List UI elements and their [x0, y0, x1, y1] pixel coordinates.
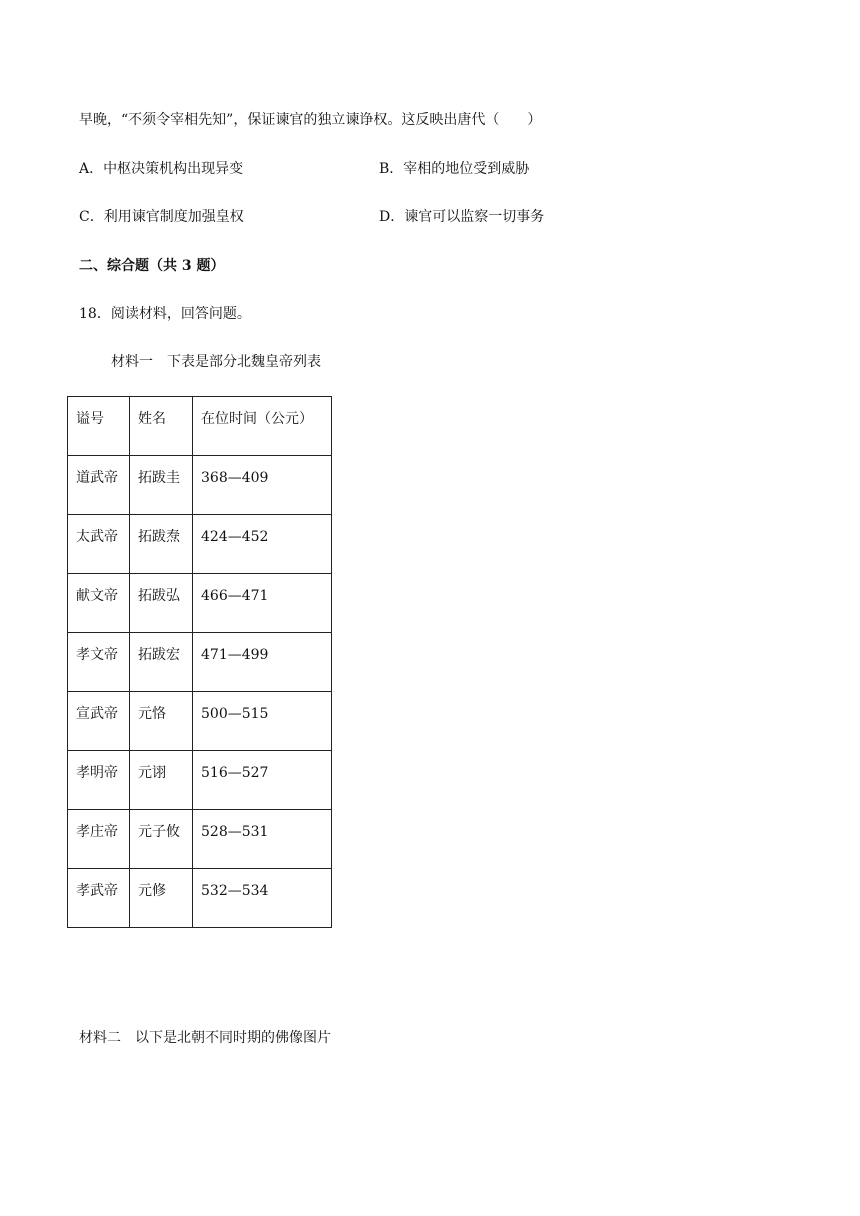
table-header-cell: 谥号 — [68, 397, 130, 456]
table-row — [68, 456, 332, 515]
option-c: C．利用谏官制度加强皇权 — [79, 209, 244, 225]
table-cell: 孝庄帝 — [68, 810, 130, 869]
option-b: B．宰相的地位受到威胁 — [379, 161, 530, 177]
table-cell: 元子攸 — [130, 810, 193, 869]
table-cell: 孝明帝 — [68, 751, 130, 810]
table-header-cell: 姓名 — [130, 397, 193, 456]
table-cell: 拓跋焘 — [130, 515, 193, 574]
table-cell: 献文帝 — [68, 574, 130, 633]
table-row — [68, 692, 332, 751]
table-cell: 拓跋宏 — [130, 633, 193, 692]
option-a: A．中枢决策机构出现异变 — [79, 161, 244, 177]
table-header-cell: 在位时间（公元） — [193, 397, 332, 456]
table-row — [68, 515, 332, 574]
material-2-caption: 材料二 以下是北朝不同时期的佛像图片 — [79, 1030, 331, 1046]
table-cell: 孝文帝 — [68, 633, 130, 692]
table-cell: 元修 — [130, 869, 193, 928]
table-cell: 太武帝 — [68, 515, 130, 574]
table-row — [68, 574, 332, 633]
table-cell: 424—452 — [193, 515, 332, 574]
table-header-row — [68, 397, 332, 456]
material-1-caption: 材料一 下表是部分北魏皇帝列表 — [111, 354, 321, 370]
table-cell: 孝武帝 — [68, 869, 130, 928]
table-cell: 元恪 — [130, 692, 193, 751]
table-cell: 532—534 — [193, 869, 332, 928]
table-cell: 528—531 — [193, 810, 332, 869]
table-cell: 道武帝 — [68, 456, 130, 515]
table-cell: 宣武帝 — [68, 692, 130, 751]
table-cell: 471—499 — [193, 633, 332, 692]
table-cell: 500—515 — [193, 692, 332, 751]
option-d: D．谏官可以监察一切事务 — [379, 209, 545, 225]
emperor-table — [67, 396, 332, 928]
table-cell: 466—471 — [193, 574, 332, 633]
table-row — [68, 633, 332, 692]
table-row — [68, 869, 332, 928]
question-18-stem: 18．阅读材料，回答问题。 — [79, 306, 251, 322]
table-cell: 516—527 — [193, 751, 332, 810]
table-cell: 368—409 — [193, 456, 332, 515]
table-cell: 元诩 — [130, 751, 193, 810]
table-row — [68, 751, 332, 810]
table-cell: 拓跋弘 — [130, 574, 193, 633]
section-heading: 二、综合题（共 3 题） — [79, 258, 225, 274]
question-17-stem-tail: 早晚，“不须令宰相先知”，保证谏官的独立谏诤权。这反映出唐代（ ） — [79, 112, 542, 128]
table-row — [68, 810, 332, 869]
table-cell: 拓跋圭 — [130, 456, 193, 515]
